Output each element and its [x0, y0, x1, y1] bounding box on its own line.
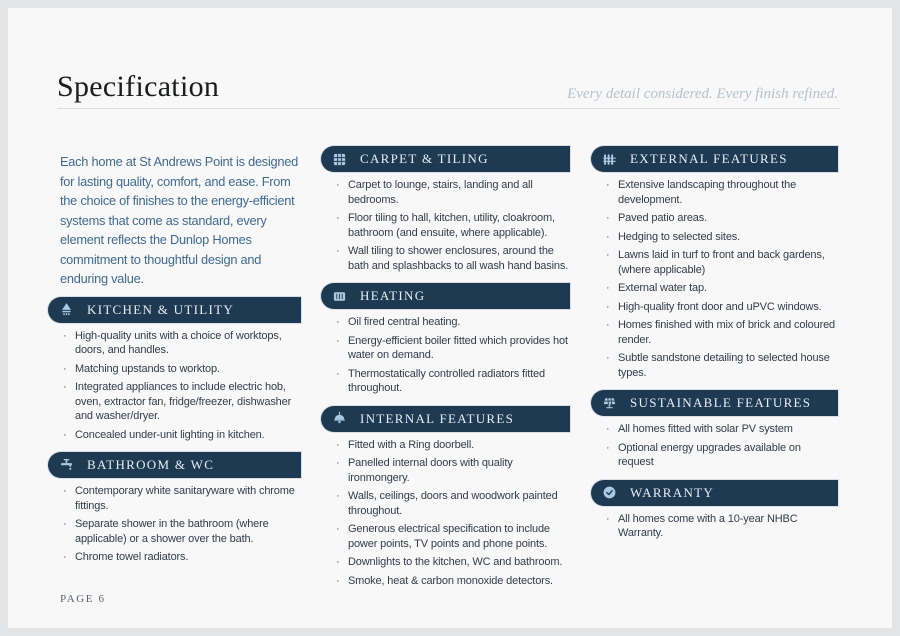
fence-icon	[602, 152, 617, 167]
intro-paragraph: Each home at St Andrews Point is designed for lasting quality, comfort, and ease. From the choice of finishes to the energy-efficient systems that come as standard, every element reflects the Dunlop Homes commitment to thoughtful design and enduring value.	[60, 154, 299, 286]
page-title: Specification	[57, 70, 220, 103]
bullet-marker: ·	[336, 334, 340, 347]
bullet-text: Energy-efficient boiler fitted which provides hot water on demand.	[348, 334, 568, 361]
bullet-item	[606, 230, 838, 245]
bullet-text: Optional energy upgrades available on request	[618, 441, 801, 468]
bullet-item	[63, 550, 301, 565]
bullet-marker: ·	[606, 179, 610, 191]
bullet-item	[336, 367, 570, 396]
bullet-marker: ·	[606, 212, 610, 224]
bullet-marker: ·	[336, 490, 340, 502]
section-internal-features	[321, 406, 570, 589]
bullet-marker: ·	[63, 551, 67, 563]
bullet-text: Chrome towel radiators.	[75, 551, 189, 563]
bullet-text: Paved patio areas.	[618, 212, 708, 224]
section-title: SUSTAINABLE FEATURES	[630, 395, 812, 410]
section-title: EXTERNAL FEATURES	[630, 151, 788, 166]
tagline: Every detail considered. Every finish refined.	[567, 86, 838, 102]
bullet-text: All homes come with a 10-year NHBC Warranty.	[618, 512, 798, 539]
bullet-marker: ·	[606, 300, 610, 313]
bullet-marker: ·	[336, 316, 340, 328]
bullet-marker: ·	[336, 457, 340, 469]
bullet-text: Floor tiling to hall, kitchen, utility, cloakroom, bathroom (and ensuite, where applicable).	[348, 212, 555, 239]
bullet-marker: ·	[336, 367, 340, 380]
bullet-item	[606, 281, 838, 296]
bullet-text: Oil fired central heating.	[348, 316, 461, 328]
bullet-text: Carpet to lounge, stairs, landing and all bedrooms.	[348, 179, 533, 206]
left-column	[48, 146, 301, 575]
section-sustainable-features	[591, 390, 838, 470]
section-heating	[321, 283, 570, 396]
solar-panel-icon	[602, 396, 617, 411]
bullet-marker: ·	[336, 179, 340, 191]
section-title: BATHROOM & WC	[87, 457, 215, 472]
bullet-text: External water tap.	[618, 282, 707, 294]
bullet-marker: ·	[606, 512, 610, 525]
section-title: KITCHEN & UTILITY	[87, 301, 235, 317]
right-column	[591, 146, 838, 551]
bullet-item	[63, 484, 301, 513]
bullet-text: Generous electrical specification to include power points, TV points and phone points.	[348, 523, 550, 550]
section-kitchen-utility	[48, 297, 301, 443]
bullet-item	[606, 248, 838, 277]
bullet-text: Homes finished with mix of brick and coloured render.	[618, 319, 836, 346]
bullet-item	[63, 362, 301, 377]
bullet-item	[606, 441, 838, 470]
bullet-item	[336, 489, 570, 518]
bullet-item	[606, 318, 838, 347]
bullet-marker: ·	[63, 428, 67, 441]
bullet-item	[336, 334, 570, 363]
tap-icon	[59, 458, 74, 473]
page-number: PAGE 6	[60, 593, 106, 605]
section-title: WARRANTY	[630, 484, 715, 500]
bullet-item	[63, 517, 301, 546]
bullet-item	[336, 315, 570, 330]
section-header-internal	[321, 406, 570, 432]
section-header-sustainable	[591, 390, 838, 416]
pendant-light-icon	[332, 411, 347, 426]
section-header-carpet	[321, 146, 570, 172]
bullet-marker: ·	[336, 212, 340, 224]
bullet-item	[606, 178, 838, 207]
bullet-marker: ·	[606, 352, 610, 364]
bullet-marker: ·	[606, 423, 610, 435]
bullet-item	[336, 555, 570, 570]
bullet-item	[63, 428, 301, 443]
bullet-item	[336, 211, 570, 240]
section-warranty	[591, 480, 838, 541]
bullet-marker: ·	[63, 381, 67, 393]
header-divider	[57, 108, 840, 109]
section-header-bathroom	[48, 452, 301, 478]
bullet-text: Subtle sandstone detailing to selected house types.	[618, 352, 830, 379]
bullet-marker: ·	[336, 556, 340, 568]
section-header-heating	[321, 283, 570, 309]
bullet-item	[336, 522, 570, 551]
section-title: HEATING	[360, 288, 426, 303]
bullet-list	[591, 178, 838, 380]
bullet-marker: ·	[336, 438, 340, 451]
bullet-item	[606, 351, 838, 380]
section-title: INTERNAL FEATURES	[360, 410, 515, 426]
bullet-text: Extensive landscaping throughout the development.	[618, 179, 797, 206]
bullet-list	[321, 438, 570, 589]
shield-check-icon	[602, 485, 617, 500]
bullet-marker: ·	[63, 329, 67, 342]
bullet-list	[48, 484, 301, 565]
bullet-text: Downlights to the kitchen, WC and bathroom.	[348, 556, 563, 568]
bullet-marker: ·	[606, 282, 610, 294]
bullet-marker: ·	[63, 485, 67, 497]
bullet-item	[336, 244, 570, 273]
bullet-item	[606, 211, 838, 226]
bullet-text: Walls, ceilings, doors and woodwork painted throughout.	[348, 490, 558, 517]
bullet-list	[321, 315, 570, 396]
bullet-text: Integrated appliances to include electric hob, oven, extractor fan, fridge/freezer, dishwasher and washer/dryer.	[75, 381, 292, 422]
bullet-list	[591, 512, 838, 541]
section-header-kitchen	[48, 297, 301, 323]
bullet-marker: ·	[606, 230, 610, 243]
bullet-text: High-quality front door and uPVC windows.	[618, 300, 822, 313]
bullet-item	[63, 329, 301, 358]
bullet-text: Contemporary white sanitaryware with chrome fittings.	[75, 485, 295, 512]
bullet-text: Panelled internal doors with quality ironmongery.	[348, 457, 513, 484]
section-external-features	[591, 146, 838, 380]
bullet-text: Smoke, heat & carbon monoxide detectors.	[348, 574, 553, 587]
section-title: CARPET & TILING	[360, 151, 489, 166]
bullet-item	[336, 456, 570, 485]
section-header-warranty	[591, 480, 838, 506]
bullet-list	[321, 178, 570, 273]
bullet-item	[336, 438, 570, 453]
bullet-item	[606, 422, 838, 437]
bullet-text: Thermostatically controlled radiators fitted throughout.	[348, 367, 545, 394]
bullet-marker: ·	[63, 518, 67, 530]
section-header-external	[591, 146, 838, 172]
bullet-list	[591, 422, 838, 470]
bullet-marker: ·	[606, 441, 610, 454]
bullet-marker: ·	[336, 523, 340, 535]
bullet-marker: ·	[606, 249, 610, 261]
bullet-item	[63, 380, 301, 424]
bullet-text: Separate shower in the bathroom (where applicable) or a shower over the bath.	[75, 518, 269, 545]
bullet-text: Matching upstands to worktop.	[75, 362, 220, 375]
bullet-text: All homes fitted with solar PV system	[618, 423, 793, 435]
brochure-page	[8, 8, 892, 628]
bullet-item	[336, 574, 570, 589]
bullet-item	[606, 300, 838, 315]
bullet-text: Lawns laid in turf to front and back gardens, (where applicable)	[618, 249, 825, 276]
radiator-icon	[332, 289, 347, 304]
tile-icon	[332, 152, 347, 167]
bullet-item	[336, 178, 570, 207]
bullet-text: Hedging to selected sites.	[618, 230, 741, 243]
bullet-marker: ·	[336, 574, 340, 587]
bullet-marker: ·	[336, 245, 340, 257]
bullet-text: Fitted with a Ring doorbell.	[348, 438, 475, 451]
bullet-item	[606, 512, 838, 541]
bullet-text: Concealed under-unit lighting in kitchen.	[75, 428, 265, 441]
bullet-marker: ·	[63, 362, 67, 375]
section-bathroom-wc	[48, 452, 301, 565]
cooker-hood-icon	[59, 302, 74, 317]
section-carpet-tiling	[321, 146, 570, 273]
middle-column	[321, 146, 570, 598]
bullet-text: Wall tiling to shower enclosures, around the bath and splashbacks to all wash hand basins.	[348, 245, 569, 272]
bullet-list	[48, 329, 301, 443]
bullet-text: High-quality units with a choice of worktops, doors, and handles.	[75, 329, 282, 356]
bullet-marker: ·	[606, 319, 610, 331]
